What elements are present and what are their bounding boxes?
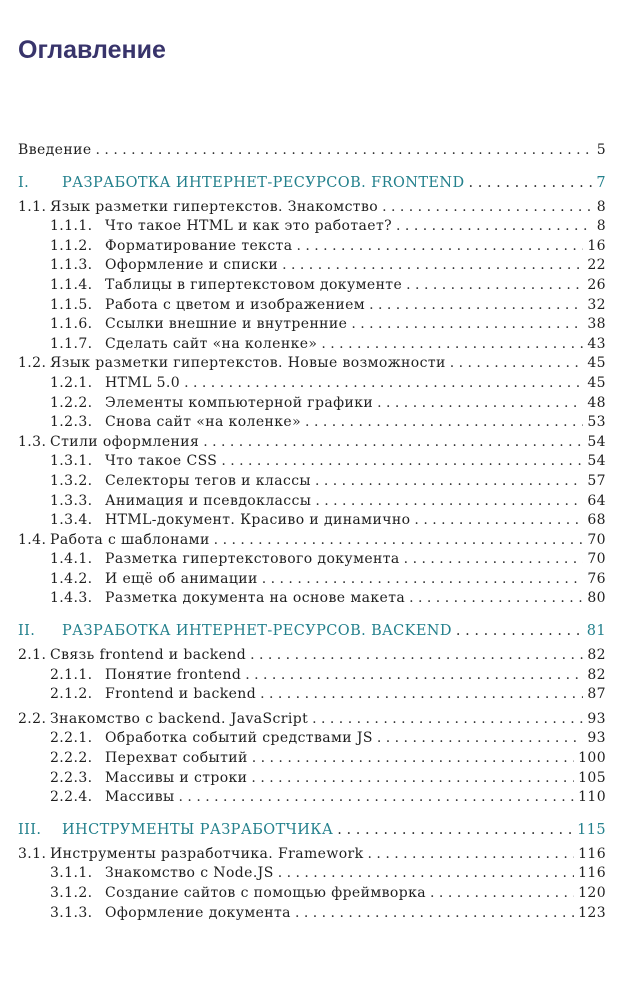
entry-number: 1.1.4. xyxy=(50,276,93,293)
page-number: 48 xyxy=(587,394,606,411)
entry-title: Форматирование текста xyxy=(105,237,293,254)
dot-leader xyxy=(245,666,583,686)
entry-number: 1.4.1. xyxy=(50,551,93,568)
entry-number: 1.4. xyxy=(18,531,47,548)
toc-entry-section[interactable] xyxy=(18,666,606,686)
toc-entry-section[interactable] xyxy=(18,570,606,590)
entry-number: 2.2. xyxy=(18,710,47,727)
page-number: 70 xyxy=(587,531,606,548)
dot-leader xyxy=(260,685,583,705)
entry-title: Создание сайтов с помощью фреймворка xyxy=(105,885,427,901)
entry-title: Связь frontend и backend xyxy=(50,647,247,664)
entry-number: II. xyxy=(18,623,36,640)
dot-leader xyxy=(315,492,583,512)
entry-title: Инструменты разработчика. Framework xyxy=(50,845,364,862)
page-number: 7 xyxy=(596,174,606,191)
dot-leader xyxy=(377,394,583,414)
entry-number: III. xyxy=(18,821,42,838)
dot-leader xyxy=(377,729,584,749)
toc-entry-section[interactable] xyxy=(18,472,606,492)
toc-entry-section[interactable] xyxy=(18,452,606,472)
entry-number: 3.1.3. xyxy=(50,904,93,921)
toc-entry-chapter[interactable] xyxy=(18,845,606,865)
entry-title: Разметка документа на основе макета xyxy=(105,590,406,607)
entry-title: РАЗРАБОТКА ИНТЕРНЕТ-РЕСУРСОВ. FRONTEND xyxy=(62,174,465,191)
dot-leader xyxy=(450,354,584,374)
dot-leader xyxy=(369,296,583,316)
dot-leader xyxy=(406,276,583,296)
dot-leader xyxy=(251,769,574,789)
dot-leader xyxy=(296,237,583,257)
dot-leader xyxy=(250,646,583,666)
page-number: 87 xyxy=(587,686,606,703)
entry-number: 3.1.1. xyxy=(50,865,93,882)
page-number: 80 xyxy=(587,590,606,607)
page-number: 123 xyxy=(578,904,606,921)
entry-number: 2.2.1. xyxy=(50,730,93,747)
entry-title: РАЗРАБОТКА ИНТЕРНЕТ-РЕСУРСОВ. BACKEND xyxy=(62,623,452,640)
toc-entry-part[interactable] xyxy=(18,622,606,642)
entry-title: Что такое HTML и как это работает? xyxy=(105,218,393,235)
page-number: 57 xyxy=(587,472,606,489)
entry-title: Снова сайт «на коленке» xyxy=(105,414,302,431)
page-number: 93 xyxy=(587,710,606,727)
entry-number: 1.3.2. xyxy=(50,472,93,489)
entry-number: 1.1.6. xyxy=(50,316,93,333)
entry-number: 1.1.5. xyxy=(50,296,93,313)
dot-leader xyxy=(282,256,583,276)
dot-leader xyxy=(305,413,583,433)
toc-entry-section[interactable] xyxy=(18,296,606,316)
dot-leader xyxy=(321,335,583,355)
toc-entry-chapter[interactable] xyxy=(18,198,606,218)
page-number: 76 xyxy=(587,570,606,587)
page-number: 8 xyxy=(596,218,606,235)
dot-leader xyxy=(337,821,573,841)
entry-number: 1.1.7. xyxy=(50,335,93,352)
dot-leader xyxy=(295,904,574,924)
entry-title: HTML 5.0 xyxy=(105,374,181,391)
dot-leader xyxy=(315,472,583,492)
toc-entry-section[interactable] xyxy=(18,749,606,769)
page-number: 105 xyxy=(578,769,606,786)
toc-entry-section[interactable] xyxy=(18,729,606,749)
page-number: 16 xyxy=(587,237,606,254)
toc-entry-section[interactable] xyxy=(18,413,606,433)
entry-number: 1.1.1. xyxy=(50,218,93,235)
page-number: 43 xyxy=(587,335,606,352)
entry-number: 1.1. xyxy=(18,198,47,215)
toc-entry-intro[interactable] xyxy=(18,141,606,161)
page-title: Оглавление xyxy=(18,36,166,64)
toc-entry-section[interactable] xyxy=(18,685,606,705)
entry-number: 1.1.2. xyxy=(50,237,93,254)
entry-number: 1.2.1. xyxy=(50,374,93,391)
page-number: 45 xyxy=(587,355,606,372)
entry-title: Массивы xyxy=(105,789,175,806)
toc-entry-section[interactable] xyxy=(18,904,606,924)
entry-title: Работа с шаблонами xyxy=(50,531,210,548)
entry-title: HTML-документ. Красиво и динамично xyxy=(105,512,411,529)
page-number: 116 xyxy=(578,845,606,862)
entry-number: 2.1. xyxy=(18,647,47,664)
dot-leader xyxy=(179,788,575,808)
page-number: 5 xyxy=(596,142,606,158)
dot-leader xyxy=(414,511,583,531)
page-number: 116 xyxy=(578,865,606,882)
dot-leader xyxy=(221,452,583,472)
entry-title: Сделать сайт «на коленке» xyxy=(105,335,318,352)
entry-title: Обработка событий средствами JS xyxy=(105,730,373,747)
page-number: 93 xyxy=(587,730,606,747)
dot-leader xyxy=(351,315,583,335)
entry-title: Разметка гипертекстового документа xyxy=(105,551,400,568)
page-number: 70 xyxy=(587,551,606,568)
page-number: 64 xyxy=(587,492,606,509)
dot-leader xyxy=(184,374,583,394)
entry-title: Работа с цветом и изображением xyxy=(105,296,366,313)
table-of-contents xyxy=(18,141,606,923)
entry-title: Анимация и псевдоклассы xyxy=(105,492,312,509)
toc-entry-chapter[interactable] xyxy=(18,531,606,551)
page-number: 82 xyxy=(587,647,606,664)
entry-title: Знакомство с backend. JavaScript xyxy=(50,710,309,727)
entry-title: Введение xyxy=(18,142,92,158)
entry-number: 1.4.3. xyxy=(50,590,93,607)
page-number: 100 xyxy=(578,750,606,767)
dot-leader xyxy=(430,884,574,904)
entry-number: 2.1.1. xyxy=(50,666,93,683)
toc-entry-section[interactable] xyxy=(18,217,606,237)
toc-entry-section[interactable] xyxy=(18,237,606,257)
dot-leader xyxy=(203,433,583,453)
dot-leader xyxy=(396,217,593,237)
entry-number: 1.1.3. xyxy=(50,257,93,274)
page-number: 53 xyxy=(587,414,606,431)
page-number: 110 xyxy=(578,789,606,806)
entry-number: 1.2. xyxy=(18,355,47,372)
toc-entry-section[interactable] xyxy=(18,589,606,609)
toc-entry-section[interactable] xyxy=(18,769,606,789)
entry-number: 1.3.3. xyxy=(50,492,93,509)
toc-entry-section[interactable] xyxy=(18,394,606,414)
dot-leader xyxy=(262,570,584,590)
toc-entry-chapter[interactable] xyxy=(18,710,606,730)
entry-title: Ссылки внешние и внутренние xyxy=(105,316,348,333)
page-number: 54 xyxy=(587,453,606,470)
entry-title: Frontend и backend xyxy=(105,686,257,703)
entry-number: 3.1.2. xyxy=(50,885,93,901)
toc-entry-chapter[interactable] xyxy=(18,354,606,374)
dot-leader xyxy=(469,174,593,194)
entry-title: Оформление документа xyxy=(105,904,291,921)
toc-entry-chapter[interactable] xyxy=(18,433,606,453)
page-number: 38 xyxy=(587,316,606,333)
page-number: 45 xyxy=(587,374,606,391)
entry-title: Массивы и строки xyxy=(105,769,248,786)
entry-number: I. xyxy=(18,174,30,191)
toc-entry-section[interactable] xyxy=(18,884,606,904)
dot-leader xyxy=(214,531,584,551)
entry-title: Элементы компьютерной графики xyxy=(105,394,374,411)
entry-number: 3.1. xyxy=(18,845,47,862)
entry-title: Стили оформления xyxy=(50,433,200,450)
entry-title: И ещё об анимации xyxy=(105,570,258,587)
entry-title: Оформление и списки xyxy=(105,257,279,274)
entry-title: Что такое CSS xyxy=(105,453,218,470)
entry-number: 1.3.4. xyxy=(50,512,93,529)
page-number: 68 xyxy=(587,512,606,529)
dot-leader xyxy=(278,864,574,884)
page-number: 115 xyxy=(577,821,606,838)
page-number: 120 xyxy=(578,885,606,901)
page-number: 22 xyxy=(587,257,606,274)
dot-leader xyxy=(382,198,593,218)
toc-entry-section[interactable] xyxy=(18,335,606,355)
entry-number: 1.3.1. xyxy=(50,453,93,470)
entry-number: 1.4.2. xyxy=(50,570,93,587)
dot-leader xyxy=(456,622,583,642)
toc-entry-section[interactable] xyxy=(18,374,606,394)
entry-number: 1.2.2. xyxy=(50,394,93,411)
page-number: 8 xyxy=(596,198,606,215)
toc-entry-section[interactable] xyxy=(18,511,606,531)
toc-entry-chapter[interactable] xyxy=(18,646,606,666)
toc-entry-section[interactable] xyxy=(18,256,606,276)
entry-title: Селекторы тегов и классы xyxy=(105,472,311,489)
entry-number: 1.3. xyxy=(18,433,47,450)
toc-entry-section[interactable] xyxy=(18,550,606,570)
dot-leader xyxy=(252,749,574,769)
toc-entry-section[interactable] xyxy=(18,276,606,296)
dot-leader xyxy=(368,845,575,865)
entry-title: Понятие frontend xyxy=(105,666,242,683)
entry-title: Таблицы в гипертекстовом документе xyxy=(105,276,403,293)
entry-title: Язык разметки гипертекстов. Новые возможности xyxy=(50,355,446,372)
toc-entry-section[interactable] xyxy=(18,864,606,884)
toc-entry-part[interactable] xyxy=(18,174,606,194)
page-number: 54 xyxy=(587,433,606,450)
toc-entry-part[interactable] xyxy=(18,821,606,841)
page-number: 26 xyxy=(587,276,606,293)
entry-title: Знакомство с Node.JS xyxy=(105,865,274,882)
entry-title: ИНСТРУМЕНТЫ РАЗРАБОТЧИКА xyxy=(62,821,334,838)
entry-number: 1.2.3. xyxy=(50,414,93,431)
entry-title: Язык разметки гипертекстов. Знакомство xyxy=(50,198,379,215)
entry-number: 2.2.3. xyxy=(50,769,93,786)
entry-number: 2.2.2. xyxy=(50,750,93,767)
page-number: 82 xyxy=(587,666,606,683)
toc-entry-section[interactable] xyxy=(18,788,606,808)
page-number: 32 xyxy=(587,296,606,313)
dot-leader xyxy=(96,141,593,161)
dot-leader xyxy=(409,589,583,609)
entry-number: 2.2.4. xyxy=(50,789,93,806)
entry-title: Перехват событий xyxy=(105,750,248,767)
dot-leader xyxy=(312,710,583,730)
dot-leader xyxy=(404,550,584,570)
page-number: 81 xyxy=(586,623,606,640)
toc-entry-section[interactable] xyxy=(18,315,606,335)
toc-entry-section[interactable] xyxy=(18,492,606,512)
entry-number: 2.1.2. xyxy=(50,686,93,703)
